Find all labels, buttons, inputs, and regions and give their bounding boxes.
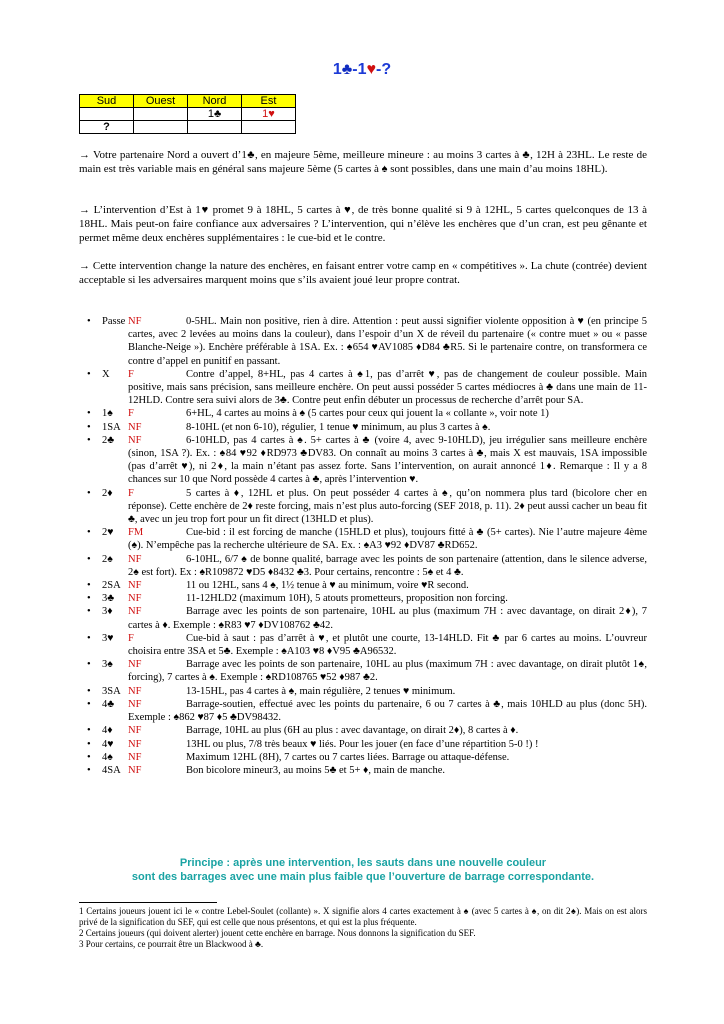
footnote: 3 Pour certains, ce pourrait être un Blackwood à ♣. xyxy=(79,939,264,949)
bullet-icon: • xyxy=(87,580,91,592)
auction-cell-empty xyxy=(134,121,188,134)
forcing-tag: F xyxy=(128,408,134,420)
bullet-icon: • xyxy=(87,487,91,499)
bid-item xyxy=(79,605,647,631)
heart-suit-icon: ♥ xyxy=(366,61,377,78)
forcing-tag: NF xyxy=(128,580,142,592)
bid-description: 5 cartes à ♦, 12HL et plus. On peut posséder 4 cartes à ♠, qu’on nommera plus tard (bicolore cher en réponse). Cette enchère de 2♦ reste forcing, mais n’est plus auto-forcing (SEF 2018, p. 11). 2♦ peut aussi cacher un beau fit ♣, avec un jeu trop fort pour un fit direct (13HLD et plus). xyxy=(128,487,647,526)
bullet-icon: • xyxy=(87,316,91,327)
bid-label: 4♠ xyxy=(102,751,113,763)
bid-item xyxy=(79,579,647,592)
forcing-tag: F xyxy=(128,487,134,499)
bid-label: 2♠ xyxy=(102,553,113,565)
bid-label: 3♥ xyxy=(102,632,114,644)
forcing-tag: NF xyxy=(128,606,142,618)
bullet-icon: • xyxy=(87,434,91,446)
forcing-tag: NF xyxy=(128,316,142,327)
footnotes xyxy=(79,906,647,950)
bid-description: Cue-bid à saut : pas d’arrêt à ♥, et plutôt une courte, 13-14HLD. Fit ♣ par 6 cartes au moins. L’ouvreur choisira entre 3SA et 5♣. Exemple : ♠A103 ♥8 ♦V95 ♣A96532. xyxy=(128,632,647,658)
bid-description: 13-15HL, pas 4 cartes à ♠, main régulière, 2 tenues ♥ minimum. xyxy=(186,685,456,697)
forcing-tag: NF xyxy=(128,434,142,446)
bullet-icon: • xyxy=(87,698,91,710)
auction-header-ouest: Ouest xyxy=(134,95,188,108)
bid-item xyxy=(79,407,647,420)
bid-description: 6+HL, 4 cartes au moins à ♠ (5 cartes pour ceux qui jouent la « collante », voir note 1) xyxy=(186,408,549,420)
bid-item xyxy=(79,658,647,684)
auction-row xyxy=(80,121,296,134)
bid-description: Contre d’appel, 8+HL, pas 4 cartes à ♠1, pas d’arrêt ♥, pas de changement de couleur possible. Main positive, mais sans précision, sans meilleure enchère. On peut aussi posséder 5 cartes médiocres à ♣ dans une main de 11-12HLD. Contre sera suivi alors de 3♣. Contre peut enfin débuter un processus de recherche d’arrêt pour SA. xyxy=(128,368,647,407)
bid-item xyxy=(79,421,647,434)
forcing-tag: F xyxy=(128,632,134,644)
title-suffix: -? xyxy=(376,61,392,78)
auction-table xyxy=(79,94,296,134)
bid-description: Bon bicolore mineur3, au moins 5♣ et 5+ ♦, main de manche. xyxy=(186,764,446,776)
auction-header-nord: Nord xyxy=(188,95,242,108)
bid-label: 4♣ xyxy=(102,698,115,710)
forcing-tag: NF xyxy=(128,764,142,776)
intro-paragraph: → Cette intervention change la nature des enchères, en faisant entrer votre camp en « compétitives ». La chute (contrée) devient acceptable si les adversaires marquent moins que s’ils avaient joué leur propre contrat. xyxy=(79,260,647,286)
bid-item xyxy=(79,553,647,579)
bid-label: X xyxy=(102,368,110,380)
principle-line: Principe : après une intervention, les sauts dans une nouvelle couleur xyxy=(179,857,547,869)
bid-item xyxy=(79,315,647,368)
page-title xyxy=(0,61,724,79)
bid-description: 0-5HL. Main non positive, rien à dire. Attention : peut aussi signifier violente opposition à ♥ (en principe 5 cartes, avec 2 levées au moins dans la couleur), dans l’espoir d’un X de réveil du partenaire (« contre muet » ou « passe Blanche-Neige »). Enchère préférable à 1SA. Ex. : ♠654 ♥AV1085 ♦D84 ♣R5. Si le partenaire contre, on transformera ce contre d’appel en punitif en passant. xyxy=(128,316,647,367)
auction-cell-empty xyxy=(188,121,242,134)
bid-label: 2SA xyxy=(102,580,121,592)
bullet-icon: • xyxy=(87,593,91,605)
bid-label: Passe xyxy=(102,316,126,327)
bid-description: Barrage avec les points de son partenaire, 10HL au plus (maximum 7H : avec davantage, on dirait plutôt 1♠, forcing), 7 cartes à ♠. Exemple : ♠RD108765 ♥52 ♦987 ♣2. xyxy=(128,659,647,684)
bullet-icon: • xyxy=(87,751,91,763)
forcing-tag: NF xyxy=(128,593,142,605)
bid-label: 3♣ xyxy=(102,593,115,605)
footnote: 2 Certains joueurs (qui doivent alerter) jouent cette enchère en barrage. Nous donnons la signification du SEF. xyxy=(79,928,476,938)
bid-description: 13HL ou plus, 7/8 très beaux ♥ liés. Pour les jouer (en face d’une répartition 5-0 !) ! xyxy=(186,738,539,750)
auction-row xyxy=(80,108,296,121)
bid-item xyxy=(79,592,647,605)
bid-item xyxy=(79,526,647,552)
bid-item xyxy=(79,685,647,698)
bid-description: Barrage, 10HL au plus (6H au plus : avec davantage, on dirait 2♦), 8 cartes à ♦. xyxy=(186,725,519,737)
bid-description: 6-10HLD, pas 4 cartes à ♠. 5+ cartes à ♣ (voire 4, avec 9-10HLD), jeu irrégulier sans meilleure enchère (sinon, 1SA ?). Ex. : ♠84 ♥92 ♦RD973 ♣DV83. On connaît au moins 3 cartes à ♣, mais X est mauvais, 1SA impossible (pas d’arrêt ♥), ni 2♦, la main n’étant pas assez forte. Sans l’intervention, on aurait annoncé 1♦. Remarque : Il y a 8 chances sur 10 que Nord possède 4 cartes à ♣, après l’intervention ♥. xyxy=(128,434,647,486)
auction-header-est: Est xyxy=(242,95,296,108)
bid-item xyxy=(79,751,647,764)
forcing-tag: F xyxy=(128,368,134,380)
title-level: 1 xyxy=(332,61,342,78)
forcing-tag: NF xyxy=(128,738,142,750)
forcing-tag: FM xyxy=(128,527,144,539)
bid-label: 3♠ xyxy=(102,659,113,671)
bid-label: 1SA xyxy=(102,421,121,433)
auction-header-sud: Sud xyxy=(80,95,134,108)
bid-item xyxy=(79,698,647,724)
footnote: 1 Certains joueurs jouent ici le « contre Lebel-Soulet (collante) ». X signifie alors 4 cartes exactement à ♠ (avec 5 cartes à ♠, on dit 2♠). Mais on est alors privé de la signification du SEF, qui est celle que nous présentons, et qui est la plus fréquente. xyxy=(79,906,647,927)
principle-line: sont des barrages avec une main plus faible que l’ouverture de barrage correspondante. xyxy=(131,871,595,883)
bid-item xyxy=(79,368,647,408)
bullet-icon: • xyxy=(87,421,91,433)
bid-label: 2♥ xyxy=(102,527,114,539)
title-response-level: -1 xyxy=(352,61,367,78)
bid-label: 4SA xyxy=(102,764,121,776)
bullet-icon: • xyxy=(87,632,91,644)
bid-description: Cue-bid : il est forcing de manche (15HLD et plus), toujours fitté à ♣ (5+ cartes). Nie l’autre majeure 4ème (♠). N’empêche pas la recherche ultérieure de SA. Ex. : ♠A3 ♥92 ♦DV87 ♣RD652. xyxy=(128,527,647,552)
bid-item xyxy=(79,764,647,777)
bid-description: 11 ou 12HL, sans 4 ♠, 1½ tenue à ♥ au minimum, voire ♥R second. xyxy=(186,580,469,592)
bullet-icon: • xyxy=(87,408,91,420)
bid-label: 4♥ xyxy=(102,738,114,750)
bid-list xyxy=(79,315,647,777)
auction-cell-empty xyxy=(242,121,296,134)
bid-item xyxy=(79,434,647,487)
bullet-icon: • xyxy=(87,527,91,539)
club-suit-icon: ♣ xyxy=(341,61,353,78)
bullet-icon: • xyxy=(87,738,91,750)
bid-label: 1♠ xyxy=(102,408,113,420)
bullet-icon: • xyxy=(87,725,91,737)
bullet-icon: • xyxy=(87,553,91,565)
bullet-icon: • xyxy=(87,368,91,380)
bullet-icon: • xyxy=(87,659,91,671)
auction-cell-est: 1♥ xyxy=(242,108,296,121)
bid-item xyxy=(79,487,647,527)
bid-description: Barrage-soutien, effectué avec les points du partenaire, 6 ou 7 cartes à ♣, mais 10HLD au plus (donc 5H). Exemple : ♠862 ♥87 ♦5 ♣DV98432. xyxy=(128,698,647,724)
forcing-tag: NF xyxy=(128,685,142,697)
bid-description: 11-12HLD2 (maximum 10H), 5 atouts prometteurs, proposition non forcing. xyxy=(186,593,508,605)
footnote-separator xyxy=(79,902,217,903)
principle-box xyxy=(79,856,647,884)
bid-item xyxy=(79,724,647,737)
intro-paragraph: → L’intervention d’Est à 1♥ promet 9 à 18HL, 5 cartes à ♥, de très bonne qualité si 9 à 12HL, 5 cartes quelconques de 13 à 18HL. Mais peut-on faire confiance aux adversaires ? L’intervention, qui n’élève les enchères que d’un cran, est peu gênante et permet même deux enchères supplémentaires : le cue-bid et le contre. xyxy=(79,204,647,244)
forcing-tag: NF xyxy=(128,725,142,737)
bid-label: 3SA xyxy=(102,685,121,697)
bullet-icon: • xyxy=(87,764,91,776)
intro-paragraph: → Votre partenaire Nord a ouvert d’1♣, en majeure 5ème, meilleure mineure : au moins 3 cartes à ♣, 12H à 23HL. Le reste de main est très variable mais en général sans majeure 5ème (5 cartes à ♠ sont possibles, dans une main d’au moins 18HL). xyxy=(79,149,647,175)
bid-label: 2♣ xyxy=(102,434,115,446)
auction-cell-nord: 1♣ xyxy=(188,108,242,121)
bid-label: 3♦ xyxy=(102,606,113,618)
forcing-tag: NF xyxy=(128,421,142,433)
auction-cell-empty xyxy=(134,108,188,121)
bid-description: Maximum 12HL (8H), 7 cartes ou 7 cartes liées. Barrage ou attaque-défense. xyxy=(186,751,510,763)
auction-cell-sud: ? xyxy=(80,121,134,134)
forcing-tag: NF xyxy=(128,751,142,763)
bid-description: 8-10HL (et non 6-10), régulier, 1 tenue ♥ minimum, au plus 3 cartes à ♠. xyxy=(186,421,491,433)
forcing-tag: NF xyxy=(128,659,142,671)
bid-label: 4♦ xyxy=(102,725,113,737)
bid-description: Barrage avec les points de son partenaire, 10HL au plus (maximum 7H : avec davantage, on dirait 2♦), 7 cartes à ♦. Exemple : ♠R83 ♥7 ♦DV108762 ♣42. xyxy=(128,606,647,631)
forcing-tag: NF xyxy=(128,698,142,710)
forcing-tag: NF xyxy=(128,553,142,565)
bid-label: 2♦ xyxy=(102,487,113,499)
bid-description: 6-10HL, 6/7 ♠ de bonne qualité, barrage avec les points de son partenaire (attention, dans le silence adverse, 2♠ est fort). Ex : ♠R109872 ♥D5 ♦8432 ♣3. Pour certains, rencontre : 5♠ et 4 ♣. xyxy=(128,553,647,578)
bullet-icon: • xyxy=(87,685,91,697)
bid-item xyxy=(79,632,647,658)
auction-cell-empty xyxy=(80,108,134,121)
auction-header-row xyxy=(80,95,296,108)
bullet-icon: • xyxy=(87,606,91,618)
bid-item xyxy=(79,738,647,751)
